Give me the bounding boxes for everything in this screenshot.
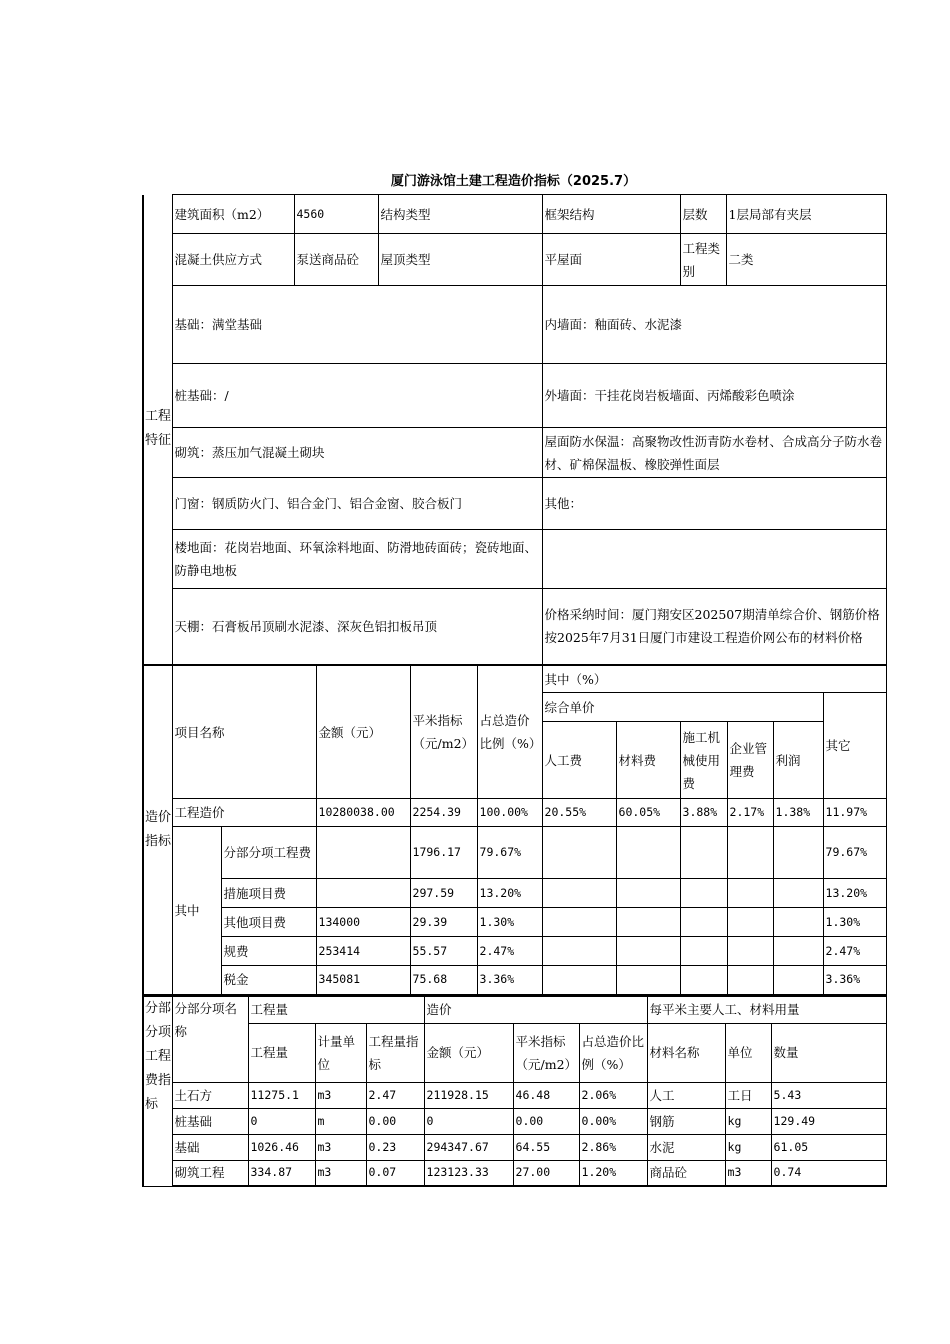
feature-exterior-wall: 外墙面：干挂花岗岩板墙面、丙烯酸彩色喷涂 bbox=[542, 364, 886, 428]
sub-label: 其中 bbox=[172, 827, 221, 995]
row-qty: 334.87 bbox=[248, 1160, 315, 1186]
empty-cell bbox=[680, 937, 727, 966]
empty-cell bbox=[616, 908, 680, 937]
row-name: 桩基础 bbox=[172, 1108, 248, 1134]
header-material-qty: 数量 bbox=[771, 1023, 886, 1082]
document-title: 厦门游泳馆土建工程造价指标（2025.7） bbox=[390, 174, 637, 189]
empty-cell bbox=[773, 908, 823, 937]
row-ratio: 0.00% bbox=[579, 1108, 647, 1134]
sub-row-label: 其他项目费 bbox=[221, 908, 316, 937]
header-per-sqm: 平米指标（元/m2） bbox=[513, 1023, 579, 1082]
sub-row-ratio: 79.67% bbox=[477, 827, 542, 879]
header-subitem-name: 分部分项名称 bbox=[172, 996, 248, 1082]
row-qty-index: 2.47 bbox=[366, 1082, 424, 1108]
total-other: 11.97% bbox=[823, 799, 886, 827]
row-amount: 211928.15 bbox=[424, 1082, 513, 1108]
total-profit: 1.38% bbox=[773, 799, 823, 827]
sub-row-label: 分部分项工程费 bbox=[221, 827, 316, 879]
feature-pile: 桩基础：/ bbox=[172, 364, 542, 428]
sub-row-ratio: 13.20% bbox=[477, 879, 542, 908]
area-label: 建筑面积（m2） bbox=[172, 195, 294, 234]
row-qty: 1026.46 bbox=[248, 1134, 315, 1160]
row-material-qty: 5.43 bbox=[771, 1082, 886, 1108]
feature-doors-windows: 门窗：钢质防火门、铝合金门、铝合金窗、胶合板门 bbox=[172, 478, 542, 530]
header-item-name: 项目名称 bbox=[172, 666, 316, 799]
sub-row-ratio: 2.47% bbox=[477, 937, 542, 966]
row-amount: 123123.33 bbox=[424, 1160, 513, 1186]
row-per-sqm: 27.00 bbox=[513, 1160, 579, 1186]
row-per-sqm: 64.55 bbox=[513, 1134, 579, 1160]
sub-row-per-sqm: 297.59 bbox=[410, 879, 477, 908]
sub-row-other: 13.20% bbox=[823, 879, 886, 908]
row-material-unit: m3 bbox=[725, 1160, 771, 1186]
sub-row-other: 2.47% bbox=[823, 937, 886, 966]
roof-label: 屋顶类型 bbox=[378, 234, 542, 286]
row-material-unit: kg bbox=[725, 1108, 771, 1134]
total-machine: 3.88% bbox=[680, 799, 727, 827]
feature-interior-wall: 内墙面：釉面砖、水泥漆 bbox=[542, 286, 886, 364]
row-material-qty: 0.74 bbox=[771, 1160, 886, 1186]
row-name: 土石方 bbox=[172, 1082, 248, 1108]
header-qty-group: 工程量 bbox=[248, 996, 424, 1023]
concrete-value: 泵送商品砼 bbox=[294, 234, 378, 286]
concrete-label: 混凝土供应方式 bbox=[172, 234, 294, 286]
header-other: 其它 bbox=[823, 693, 886, 799]
row-qty-index: 0.00 bbox=[366, 1108, 424, 1134]
row-material-name: 钢筋 bbox=[647, 1108, 725, 1134]
feature-empty bbox=[542, 530, 886, 589]
feature-pricing-time: 价格采纳时间：厦门翔安区202507期清单综合价、钢筋价格按2025年7月31日厦门市建设工程造价网公布的材料价格 bbox=[542, 589, 886, 665]
empty-cell bbox=[773, 966, 823, 995]
row-material-name: 商品砼 bbox=[647, 1160, 725, 1186]
empty-cell bbox=[542, 937, 616, 966]
empty-cell bbox=[680, 879, 727, 908]
header-qty-index: 工程量指标 bbox=[366, 1023, 424, 1082]
category-label: 工程类别 bbox=[680, 234, 726, 286]
row-material-unit: kg bbox=[725, 1134, 771, 1160]
header-mgmt: 企业管理费 bbox=[727, 722, 773, 799]
empty-cell bbox=[727, 908, 773, 937]
sub-row-per-sqm: 1796.17 bbox=[410, 827, 477, 879]
row-ratio: 2.06% bbox=[579, 1082, 647, 1108]
header-ratio: 占总造价比例（%） bbox=[477, 666, 542, 799]
empty-cell bbox=[680, 966, 727, 995]
sub-row-per-sqm: 29.39 bbox=[410, 908, 477, 937]
total-label: 工程造价 bbox=[172, 799, 316, 827]
header-unit-price: 综合单价 bbox=[542, 693, 823, 722]
header-material: 材料费 bbox=[616, 722, 680, 799]
empty-cell bbox=[680, 827, 727, 879]
sub-row-label: 税金 bbox=[221, 966, 316, 995]
cost-index-table bbox=[142, 665, 887, 996]
row-material-qty: 61.05 bbox=[771, 1134, 886, 1160]
empty-cell bbox=[616, 827, 680, 879]
empty-cell bbox=[773, 827, 823, 879]
empty-cell bbox=[616, 966, 680, 995]
row-unit: m3 bbox=[315, 1160, 366, 1186]
row-qty: 0 bbox=[248, 1108, 315, 1134]
empty-cell bbox=[542, 908, 616, 937]
row-qty: 11275.1 bbox=[248, 1082, 315, 1108]
feature-floor: 楼地面：花岗岩地面、环氧涂料地面、防滑地砖面砖；瓷砖地面、防静电地板 bbox=[172, 530, 542, 589]
header-per-sqm: 平米指标（元/m2） bbox=[410, 666, 477, 799]
row-material-qty: 129.49 bbox=[771, 1108, 886, 1134]
row-name: 砌筑工程 bbox=[172, 1160, 248, 1186]
row-qty-index: 0.23 bbox=[366, 1134, 424, 1160]
structure-value: 框架结构 bbox=[542, 195, 680, 234]
empty-cell bbox=[616, 937, 680, 966]
sub-row-other: 3.36% bbox=[823, 966, 886, 995]
row-name: 基础 bbox=[172, 1134, 248, 1160]
feature-foundation: 基础：满堂基础 bbox=[172, 286, 542, 364]
sub-row-amount: 253414 bbox=[316, 937, 410, 966]
feature-masonry: 砌筑：蒸压加气混凝土砌块 bbox=[172, 428, 542, 478]
row-ratio: 2.86% bbox=[579, 1134, 647, 1160]
subitem-cost-table bbox=[142, 995, 887, 1187]
row-per-sqm: 46.48 bbox=[513, 1082, 579, 1108]
empty-cell bbox=[773, 879, 823, 908]
header-of-which: 其中（%） bbox=[542, 666, 886, 693]
total-amount: 10280038.00 bbox=[316, 799, 410, 827]
floors-value: 1层局部有夹层 bbox=[726, 195, 886, 234]
feature-roof-waterproof: 屋面防水保温：高聚物改性沥青防水卷材、合成高分子防水卷材、矿棉保温板、橡胶弹性面层 bbox=[542, 428, 886, 478]
header-qty: 工程量 bbox=[248, 1023, 315, 1082]
total-labor: 20.55% bbox=[542, 799, 616, 827]
header-labor: 人工费 bbox=[542, 722, 616, 799]
header-material-name: 材料名称 bbox=[647, 1023, 725, 1082]
header-machine: 施工机械使用费 bbox=[680, 722, 727, 799]
row-amount: 294347.67 bbox=[424, 1134, 513, 1160]
empty-cell bbox=[727, 937, 773, 966]
feature-ceiling: 天棚：石膏板吊顶刷水泥漆、深灰色铝扣板吊顶 bbox=[172, 589, 542, 665]
header-material-group: 每平米主要人工、材料用量 bbox=[647, 996, 886, 1023]
sub-row-per-sqm: 75.68 bbox=[410, 966, 477, 995]
engineering-features-table bbox=[142, 194, 887, 666]
empty-cell bbox=[542, 827, 616, 879]
empty-cell bbox=[727, 827, 773, 879]
sub-row-other: 1.30% bbox=[823, 908, 886, 937]
sub-row-amount bbox=[316, 879, 410, 908]
empty-cell bbox=[773, 937, 823, 966]
sub-row-ratio: 3.36% bbox=[477, 966, 542, 995]
row-qty-index: 0.07 bbox=[366, 1160, 424, 1186]
section-label-features: 工程特征 bbox=[143, 195, 172, 665]
row-ratio: 1.20% bbox=[579, 1160, 647, 1186]
category-value: 二类 bbox=[726, 234, 886, 286]
structure-label: 结构类型 bbox=[378, 195, 542, 234]
row-material-unit: 工日 bbox=[725, 1082, 771, 1108]
empty-cell bbox=[616, 879, 680, 908]
row-unit: m bbox=[315, 1108, 366, 1134]
sub-row-amount: 134000 bbox=[316, 908, 410, 937]
row-unit: m3 bbox=[315, 1134, 366, 1160]
sub-row-per-sqm: 55.57 bbox=[410, 937, 477, 966]
sub-row-label: 措施项目费 bbox=[221, 879, 316, 908]
header-cost-group: 造价 bbox=[424, 996, 647, 1023]
total-material: 60.05% bbox=[616, 799, 680, 827]
floors-label: 层数 bbox=[680, 195, 726, 234]
header-ratio: 占总造价比例（%） bbox=[579, 1023, 647, 1082]
empty-cell bbox=[542, 966, 616, 995]
header-material-unit: 单位 bbox=[725, 1023, 771, 1082]
header-amount: 金额（元） bbox=[424, 1023, 513, 1082]
header-profit: 利润 bbox=[773, 722, 823, 799]
feature-other: 其他： bbox=[542, 478, 886, 530]
roof-value: 平屋面 bbox=[542, 234, 680, 286]
empty-cell bbox=[727, 879, 773, 908]
total-ratio: 100.00% bbox=[477, 799, 542, 827]
row-material-name: 水泥 bbox=[647, 1134, 725, 1160]
row-material-name: 人工 bbox=[647, 1082, 725, 1108]
sub-row-ratio: 1.30% bbox=[477, 908, 542, 937]
sub-row-amount bbox=[316, 827, 410, 879]
sub-row-amount: 345081 bbox=[316, 966, 410, 995]
row-per-sqm: 0.00 bbox=[513, 1108, 579, 1134]
sub-row-label: 规费 bbox=[221, 937, 316, 966]
total-mgmt: 2.17% bbox=[727, 799, 773, 827]
sub-row-other: 79.67% bbox=[823, 827, 886, 879]
total-per-sqm: 2254.39 bbox=[410, 799, 477, 827]
section-label-subitem: 分部分项工程费指标 bbox=[143, 996, 172, 1186]
empty-cell bbox=[542, 879, 616, 908]
header-amount: 金额（元） bbox=[316, 666, 410, 799]
empty-cell bbox=[727, 966, 773, 995]
section-label-cost: 造价指标 bbox=[143, 666, 172, 995]
header-unit: 计量单位 bbox=[315, 1023, 366, 1082]
empty-cell bbox=[680, 908, 727, 937]
area-value: 4560 bbox=[294, 195, 378, 234]
row-amount: 0 bbox=[424, 1108, 513, 1134]
row-unit: m3 bbox=[315, 1082, 366, 1108]
